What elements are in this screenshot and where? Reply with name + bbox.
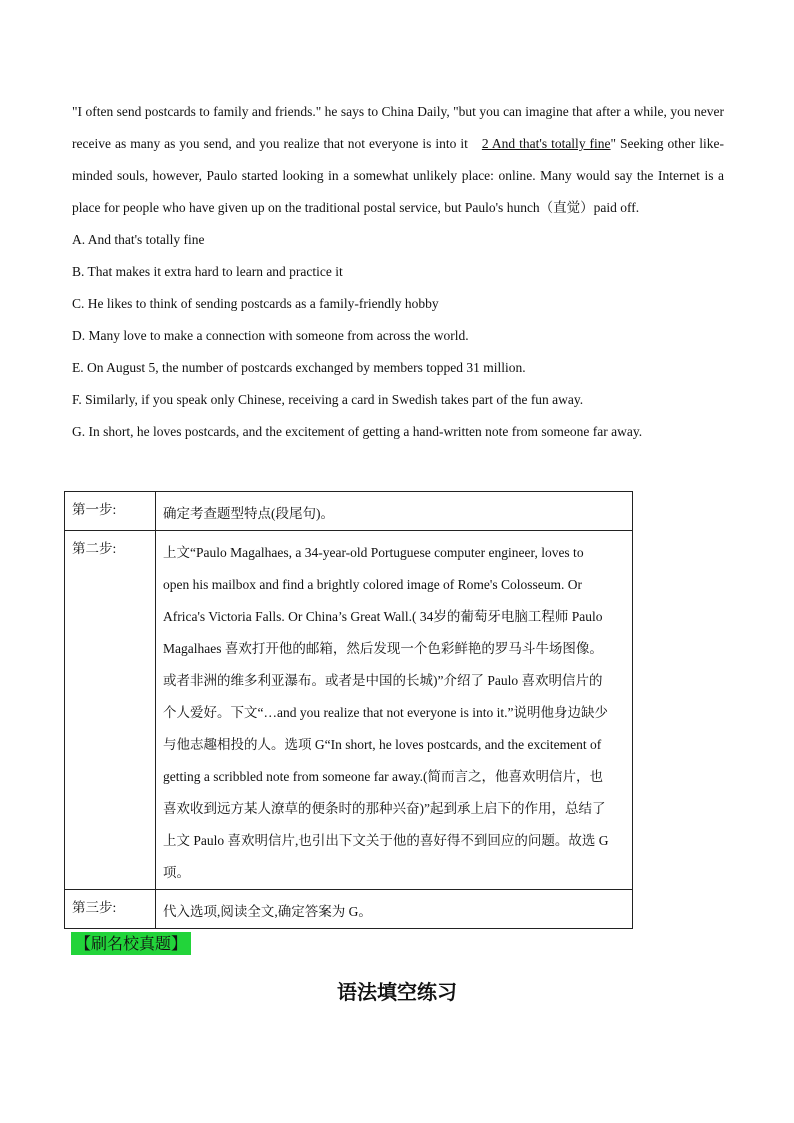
- step-line: 上文 Paulo 喜欢明信片,也引出下文关于他的喜好得不到回应的问题。故选 G: [163, 833, 609, 848]
- option-d: D. Many love to make a connection with someone from across the world.: [72, 328, 469, 343]
- step-line: 上文“Paulo Magalhaes, a 34-year-old Portuguese computer engineer, loves to: [163, 545, 584, 560]
- step-line: Magalhaes 喜欢打开他的邮箱，然后发现一个色彩鲜艳的罗马斗牛场图像。: [163, 641, 603, 656]
- step-line: 与他志趣相投的人。选项 G“In short, he loves postcards, and the excitement of: [163, 737, 602, 752]
- step-row-2: [65, 531, 633, 890]
- step-row-3: [65, 890, 633, 929]
- options-list: [72, 224, 724, 448]
- option-c: C. He likes to think of sending postcards as a family-friendly hobby: [72, 296, 439, 311]
- section-tag: 【刷名校真题】: [71, 932, 191, 955]
- option-g: G. In short, he loves postcards, and the excitement of getting a hand-written note from someone far away.: [72, 424, 643, 439]
- step-content: [156, 531, 633, 890]
- step-line: getting a scribbled note from someone far away.(简而言之，他喜欢明信片，也: [163, 769, 604, 784]
- step-line: 代入选项,阅读全文,确定答案为 G。: [163, 904, 372, 919]
- step-line: 项。: [163, 865, 190, 880]
- step-content: [156, 492, 633, 531]
- step-line: 个人爱好。下文“…and you realize that not everyone is into it.”说明他身边缺少: [163, 705, 609, 720]
- step-row-1: [65, 492, 633, 531]
- passage-text-after: " Seeking other like-minded souls, however, Paulo started looking in a somewhat unlikely place: online. Many would say the Internet is a place for people who have given up on the traditional postal service, but Paulo's hunch（直觉）paid off.: [72, 136, 725, 215]
- step-label: 第一步:: [65, 492, 156, 531]
- solution-steps-table: [64, 491, 633, 929]
- step-line: 喜欢收到远方某人潦草的便条时的那种兴奋)”起到承上启下的作用，总结了: [163, 801, 606, 816]
- passage-text-before: "I often send postcards to family and friends." he says to China Daily, "but you can imagine that after a while, you never receive as many as you send, and you realize that not everyone is into it: [72, 104, 724, 151]
- answer-blank: 2 And that's totally fine: [481, 136, 611, 151]
- option-f: F. Similarly, if you speak only Chinese, receiving a card in Swedish takes part of the fun away.: [72, 392, 584, 407]
- step-label: 第三步:: [65, 890, 156, 929]
- step-content: [156, 890, 633, 929]
- section-title: 语法填空练习: [337, 980, 457, 1004]
- step-line: 确定考查题型特点(段尾句)。: [163, 506, 334, 521]
- step-line: Africa's Victoria Falls. Or China’s Great Wall.( 34岁的葡萄牙电脑工程师 Paulo: [163, 609, 603, 624]
- passage-paragraph: [72, 96, 724, 224]
- option-e: E. On August 5, the number of postcards exchanged by members topped 31 million.: [72, 360, 526, 375]
- step-line: open his mailbox and find a brightly colored image of Rome's Colosseum. Or: [163, 577, 582, 592]
- step-line: 或者非洲的维多利亚瀑布。或者是中国的长城)”介绍了 Paulo 喜欢明信片的: [163, 673, 603, 688]
- option-a: A. And that's totally fine: [72, 232, 205, 247]
- passage-block: [72, 96, 724, 448]
- option-b: B. That makes it extra hard to learn and practice it: [72, 264, 343, 279]
- step-label: 第二步:: [65, 531, 156, 890]
